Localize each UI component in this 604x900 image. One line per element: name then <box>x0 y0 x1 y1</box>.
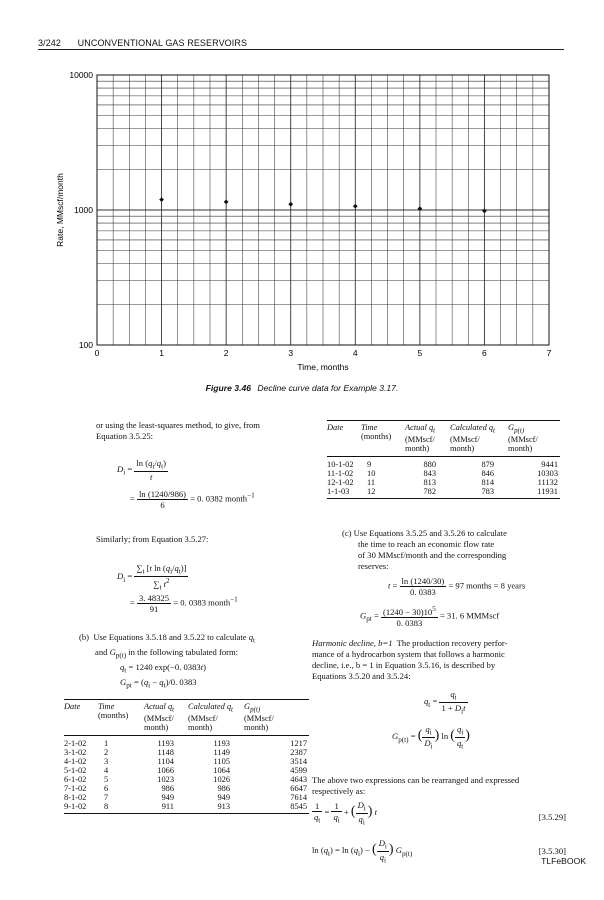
running-header <box>38 38 261 48</box>
table-cell: 11-1-02 <box>327 468 354 478</box>
table-cell: 782 <box>423 486 436 496</box>
table-cell: 880 <box>423 459 436 469</box>
table-cell: 5-1-02 <box>64 765 87 775</box>
table-cell: 11931 <box>537 486 558 496</box>
table-row <box>327 487 560 499</box>
item-c-text: (c) Use Equations 3.5.25 and 3.5.26 to calculate the time to reach an economic flow rate of 30 MMscf/month and the corresponding reserves: <box>342 528 507 571</box>
data-table-right: Date Time (months) Actual $q_t$ (MMscf/ month) Calculated $q_t$ (MMscf/ month) $G_{p(t)}$ (MMscf/ month) 10-1-02 9 880 879 9441 11-1-02 10 843 846 10303 12-1-02 11 813 814 11132 1-1-03 12 782 783 11931 <box>327 420 560 499</box>
table-cell: 1066 <box>157 765 174 775</box>
rearranged-text: The above two expressions can be rearranged and expressed respectively as: <box>312 775 520 796</box>
table-row <box>64 766 309 775</box>
table-cell: 9441 <box>541 459 558 469</box>
table-cell: 6 <box>104 783 109 793</box>
col-calculated: Calculated $q_t$ (MMscf/ month) <box>188 702 233 732</box>
table-cell: 1193 <box>213 738 230 748</box>
table-cell: 6647 <box>290 783 307 793</box>
table-cell: 1148 <box>157 747 174 757</box>
table-cell: 1064 <box>213 765 230 775</box>
table-cell: 1026 <box>213 774 230 784</box>
equation-di-4: = $\frac{3. 48325}{91}$ = 0. 0383 month$^{-1}$ <box>130 593 238 614</box>
x-axis-label: Time, months <box>297 362 349 372</box>
table-cell: 814 <box>481 477 494 487</box>
figure-caption <box>0 383 604 393</box>
page-number: 3/242 <box>38 38 62 48</box>
x-tick-label: 0 <box>94 348 100 358</box>
table-row <box>64 757 309 766</box>
table-cell: 986 <box>161 783 174 793</box>
table-cell: 8 <box>104 801 109 811</box>
table-cell: 783 <box>481 486 494 496</box>
equation-time: t = $\frac{\ln (1240/30)}{0. 0383}$ = 97 months = 8 years <box>388 576 526 597</box>
table-cell: 843 <box>423 468 436 478</box>
table-cell: 2387 <box>290 747 307 757</box>
table-cell: 11 <box>367 477 376 487</box>
table-cell: 911 <box>161 801 174 811</box>
item-b-text: (b) Use Equations 3.5.18 and 3.5.22 to calculate $q_t$ and $G_{p(t)}$ in the following tabulated form: <box>79 632 255 660</box>
table-cell: 7-1-02 <box>64 783 87 793</box>
table-cell: 846 <box>481 468 494 478</box>
col-date: Date <box>64 702 81 711</box>
table-cell: 4599 <box>290 765 307 775</box>
x-tick-label: 7 <box>546 348 552 358</box>
equation-number-3529: [3.5.29] <box>538 812 566 822</box>
table-row <box>64 784 309 793</box>
left-intro: or using the least-squares method, to give, from Equation 3.5.25: <box>96 420 260 441</box>
decline-curve-chart <box>0 55 604 380</box>
table-cell: 3514 <box>290 756 307 766</box>
x-tick-labels <box>95 348 552 358</box>
table-cell: 10 <box>367 468 376 478</box>
table-cell: 10-1-02 <box>327 459 354 469</box>
table-cell: 1149 <box>213 747 230 757</box>
figure-caption-text: Decline curve data for Example 3.17. <box>257 383 399 393</box>
table-cell: 949 <box>161 792 174 802</box>
table-cell: 12-1-02 <box>327 477 354 487</box>
chart-grid <box>97 75 549 345</box>
equation-3530: $\ln (q_t) = \ln (q_i)$ − ( $\frac{D_i}{q_i}$ ) $G_{p(t)}$ <box>312 838 413 865</box>
table-row <box>327 469 560 478</box>
col-gp: $G_{p(t)}$ (MMscf/ month) <box>244 702 274 732</box>
equation-harmonic-qt: $q_t$ = $\frac{q_i}{1 + D_it}$ <box>424 689 466 716</box>
footer-watermark: TLFeBOOK <box>541 856 586 866</box>
table-cell: 1193 <box>157 738 174 748</box>
table-cell: 7 <box>104 792 109 802</box>
data-point <box>288 202 293 207</box>
table-row <box>64 748 309 757</box>
data-point <box>353 204 358 209</box>
table-cell: 8-1-02 <box>64 792 87 802</box>
data-point <box>159 197 164 202</box>
col-time: Time (months) <box>98 702 129 720</box>
x-tick-label: 4 <box>352 348 358 358</box>
data-point <box>482 208 487 213</box>
x-tick-label: 2 <box>223 348 229 358</box>
running-title: UNCONVENTIONAL GAS RESERVOIRS <box>77 38 248 48</box>
table-cell: 3 <box>104 756 109 766</box>
equation-number-3530: [3.5.30] <box>538 846 566 856</box>
equation-di-3: $D_i$ = $\frac{\sum_t [t \ln (q_i/q_t)]}{\sum_t t^2}$ <box>117 563 187 592</box>
table-cell: 10303 <box>537 468 558 478</box>
table-cell: 8545 <box>290 801 307 811</box>
table-row <box>327 456 560 469</box>
table-cell: 4-1-02 <box>64 756 87 766</box>
table-row <box>64 802 309 814</box>
table-cell: 9 <box>367 459 372 469</box>
table-cell: 6-1-02 <box>64 774 87 784</box>
table-row <box>64 735 309 748</box>
y-axis-label: Rate, MMscf/month <box>55 173 65 247</box>
x-tick-label: 3 <box>288 348 294 358</box>
table-cell: 1105 <box>213 756 230 766</box>
similarly-text: Similarly; from Equation 3.5.27: <box>96 534 209 544</box>
formula-qt: $q_t = 1240$ exp(−0. 0383t) $G_{pt} = (q_i - q_t)/0$. 0383 <box>120 662 206 690</box>
x-tick-label: 1 <box>159 348 164 358</box>
equation-3529: $\frac{1}{q_t}$ = $\frac{1}{q_i}$ + ( $\frac{D_i}{q_i}$ ) t <box>314 800 378 827</box>
table-cell: 1104 <box>157 756 174 766</box>
data-table-left <box>64 699 309 814</box>
x-tick-label: 6 <box>482 348 487 358</box>
table-cell: 913 <box>217 801 230 811</box>
table-cell: 9-1-02 <box>64 801 87 811</box>
equation-harmonic-gp: $G_{p(t)}$ = ( $\frac{q_i}{D_i}$ ) ln ( $\frac{q_i}{q_t}$ ) <box>392 724 470 751</box>
y-tick-label: 100 <box>78 340 93 350</box>
table-cell: 949 <box>217 792 230 802</box>
table-cell: 3-1-02 <box>64 747 87 757</box>
table-row <box>64 775 309 784</box>
x-tick-label: 5 <box>417 348 423 358</box>
table-cell: 4643 <box>290 774 307 784</box>
table-cell: 1023 <box>157 774 174 784</box>
table-row <box>64 793 309 802</box>
equation-di-1: $D_i$ = $\frac{\ln (q_i/q_t)}{t}$ <box>117 458 166 482</box>
table-cell: 2 <box>104 747 109 757</box>
equation-gpt: $G_{pt}$ = $\frac{(1240 - 30)10^5}{0. 0383}$ = 31. 6 MMMscf <box>360 605 500 628</box>
table-cell: 813 <box>423 477 436 487</box>
table-cell: 2-1-02 <box>64 738 87 748</box>
table-cell: 986 <box>217 783 230 793</box>
table-cell: 12 <box>367 486 376 496</box>
data-point <box>224 200 229 205</box>
y-tick-label: 1000 <box>74 205 93 215</box>
table-cell: 4 <box>104 765 109 775</box>
table-cell: 1 <box>104 738 109 748</box>
equation-di-2: = $\frac{\ln (1240/986)}{6}$ = 0. 0382 month$^{-1}$ <box>130 489 255 510</box>
header-rule <box>38 49 564 50</box>
table-cell: 879 <box>481 459 494 469</box>
col-actual: Actual $q_t$ (MMscf/ month) <box>144 702 175 732</box>
table-cell: 1-1-03 <box>327 486 350 496</box>
table-row <box>327 478 560 487</box>
table-cell: 11132 <box>537 477 558 487</box>
table-cell: 7614 <box>290 792 307 802</box>
table-cell: 1217 <box>290 738 307 748</box>
y-tick-labels <box>69 70 93 350</box>
y-tick-label: 10000 <box>69 70 93 80</box>
table-cell: 5 <box>104 774 109 784</box>
harmonic-decline-text: Harmonic decline, b=1 The production recovery perfor- mance of a hydrocarbon system that follows a harmonic decline, i.e., b = 1 in Equation 3.5.16, is described by Equations 3.5.20 and 3.5.24: <box>312 638 508 681</box>
figure-label: Figure 3.46 <box>205 383 252 393</box>
